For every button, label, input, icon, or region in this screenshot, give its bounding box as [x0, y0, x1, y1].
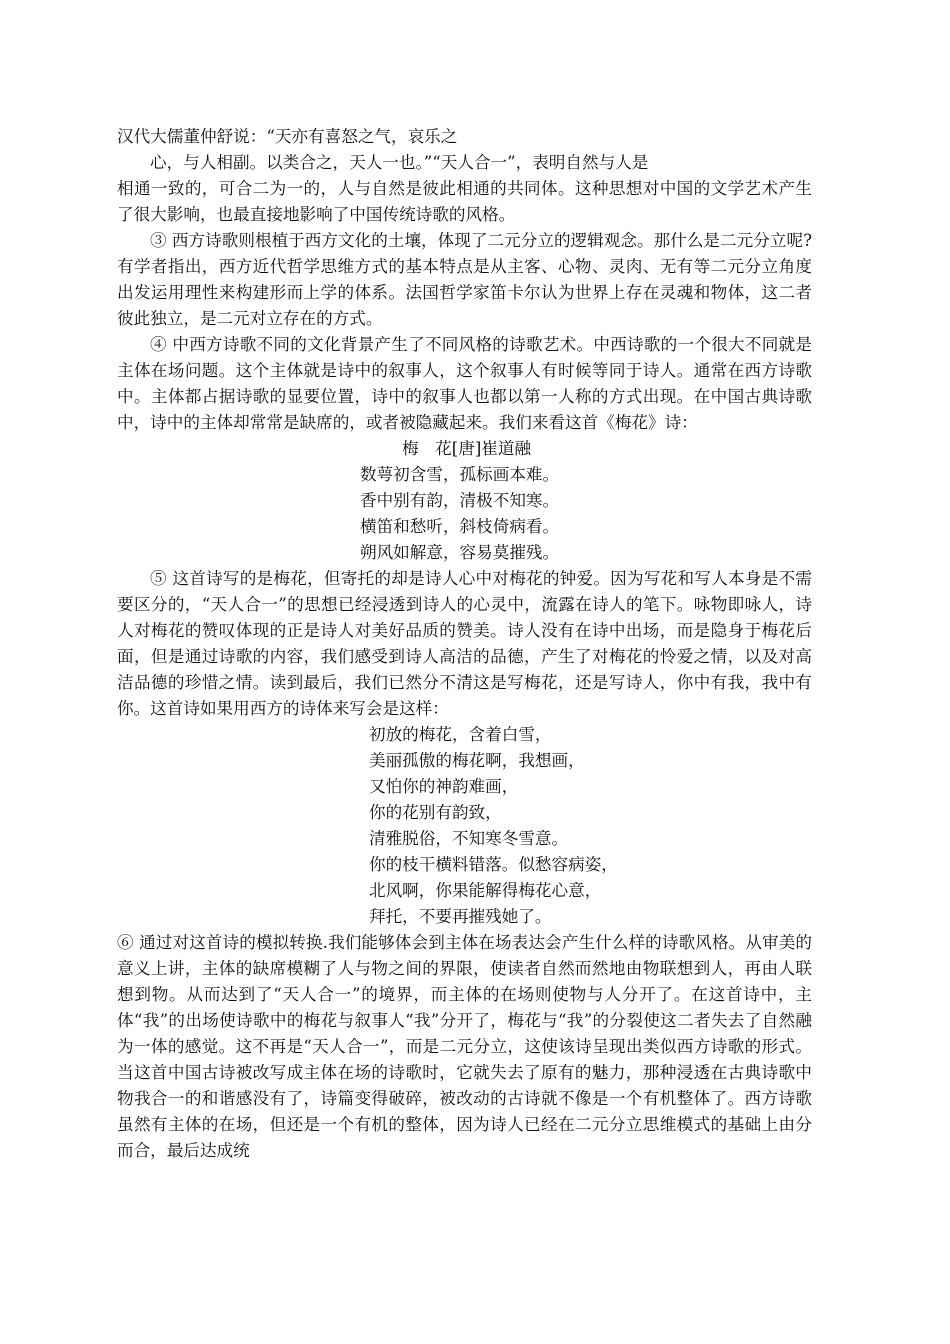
classical-poem: [117, 436, 812, 566]
modern-poem-line: 北风啊，你果能解得梅花心意，: [369, 881, 602, 900]
modern-poem-line: 又怕你的神韵难画，: [369, 777, 519, 796]
document-page: [117, 124, 812, 1164]
paragraph-3: ③ 西方诗歌则根植于西方文化的土壤，体现了二元分立的逻辑观念。那什么是二元分立呢?有学者指出，西方近代哲学思维方式的基本特点是从主客、心物、灵肉、无有等二元分立角度出发运用理性来构建形而上学的体系。法国哲学家笛卡尔认为世界上存在灵魂和物体，这二者彼此独立，是二元对立存在的方式。: [117, 231, 812, 328]
modern-poem-line: 美丽孤傲的梅花啊，我想画，: [369, 751, 585, 770]
intro-line-2: 心，与人相副。以类合之，天人一也。”“天人合一”，表明自然与人是: [150, 153, 649, 172]
modern-poem-line: 你的花别有韵致，: [369, 803, 502, 822]
paragraph-4: ④ 中西方诗歌不同的文化背景产生了不同风格的诗歌艺术。中西诗歌的一个很大不同就是主体在场问题。这个主体就是诗中的叙事人，这个叙事人有时候等同于诗人。通常在西方诗歌中。主体都占据诗歌的显要位置，诗中的叙事人也都以第一人称的方式出现。在中国古典诗歌中，诗中的主体却常常是缺席的，或者被隐藏起来。我们来看这首《梅花》诗：: [117, 335, 812, 432]
modern-poem-line: 初放的梅花，含着白雪，: [369, 725, 552, 744]
poem-line: 朔风如解意，容易莫摧残。: [360, 543, 560, 562]
paragraph-5: ⑤ 这首诗写的是梅花，但寄托的却是诗人心中对梅花的钟爱。因为写花和写人本身是不需要区分的，“天人合一”的思想已经浸透到诗人的心灵中，流露在诗人的笔下。咏物即咏人，诗人对梅花的赞叹体现的正是诗人对美好品质的赞美。诗人没有在诗中出场，而是隐身于梅花后面，但是通过诗歌的内容，我们感受到诗人高洁的品德，产生了对梅花的怜爱之情，以及对高洁品德的珍惜之情。读到最后，我们已然分不清这是写梅花，还是写诗人，你中有我，我中有你。这首诗如果用西方的诗体来写会是这样：: [117, 569, 812, 718]
modern-poem-line: 拜托，不要再摧残她了。: [369, 907, 552, 926]
modern-poem-line: 你的枝干横料错落。似愁容病姿，: [369, 855, 618, 874]
poem-line: 数萼初含雪，孤标画本难。: [360, 465, 560, 484]
poem-line: 横笛和愁听，斜枝倚病看。: [360, 517, 560, 536]
modern-poem: [117, 722, 812, 930]
poem-line: 香中别有韵，清极不知寒。: [360, 491, 560, 510]
modern-poem-line: 清雅脱俗，不知寒冬雪意。: [369, 829, 569, 848]
paragraph-6: ⑥ 通过对这首诗的模拟转换.我们能够体会到主体在场表达会产生什么样的诗歌风格。从审美的意义上讲，主体的缺席模糊了人与物之间的界限，使读者自然而然地由物联想到人，再由人联想到物。从而达到了“天人合一”的境界，而主体的在场则使物与人分开了。在这首诗中，主体“我”的出场使诗歌中的梅花与叙事人“我”分开了，梅花与“我”的分裂使这二者失去了自然融为一体的感觉。这不再是“天人合一”，而是二元分立，这使该诗呈现出类似西方诗歌的形式。当这首中国古诗被改写成主体在场的诗歌时，它就失去了原有的魅力，那种浸透在古典诗歌中物我合一的和谐感没有了，诗篇变得破碎，被改动的古诗就不像是一个有机整体了。西方诗歌虽然有主体的在场，但还是一个有机的整体，因为诗人已经在二元分立思维模式的基础上由分而合，最后达成统: [117, 933, 812, 1160]
poem-title: 梅 花[唐]崔道融: [402, 439, 532, 458]
paragraph-2-continuation: 相通一致的，可合二为一的，人与自然是彼此相通的共同体。这种思想对中国的文学艺术产生了很大影响，也最直接地影响了中国传统诗歌的风格。: [117, 179, 812, 224]
intro-line-1: 汉代大儒董仲舒说：“天亦有喜怒之气，哀乐之: [117, 127, 458, 146]
